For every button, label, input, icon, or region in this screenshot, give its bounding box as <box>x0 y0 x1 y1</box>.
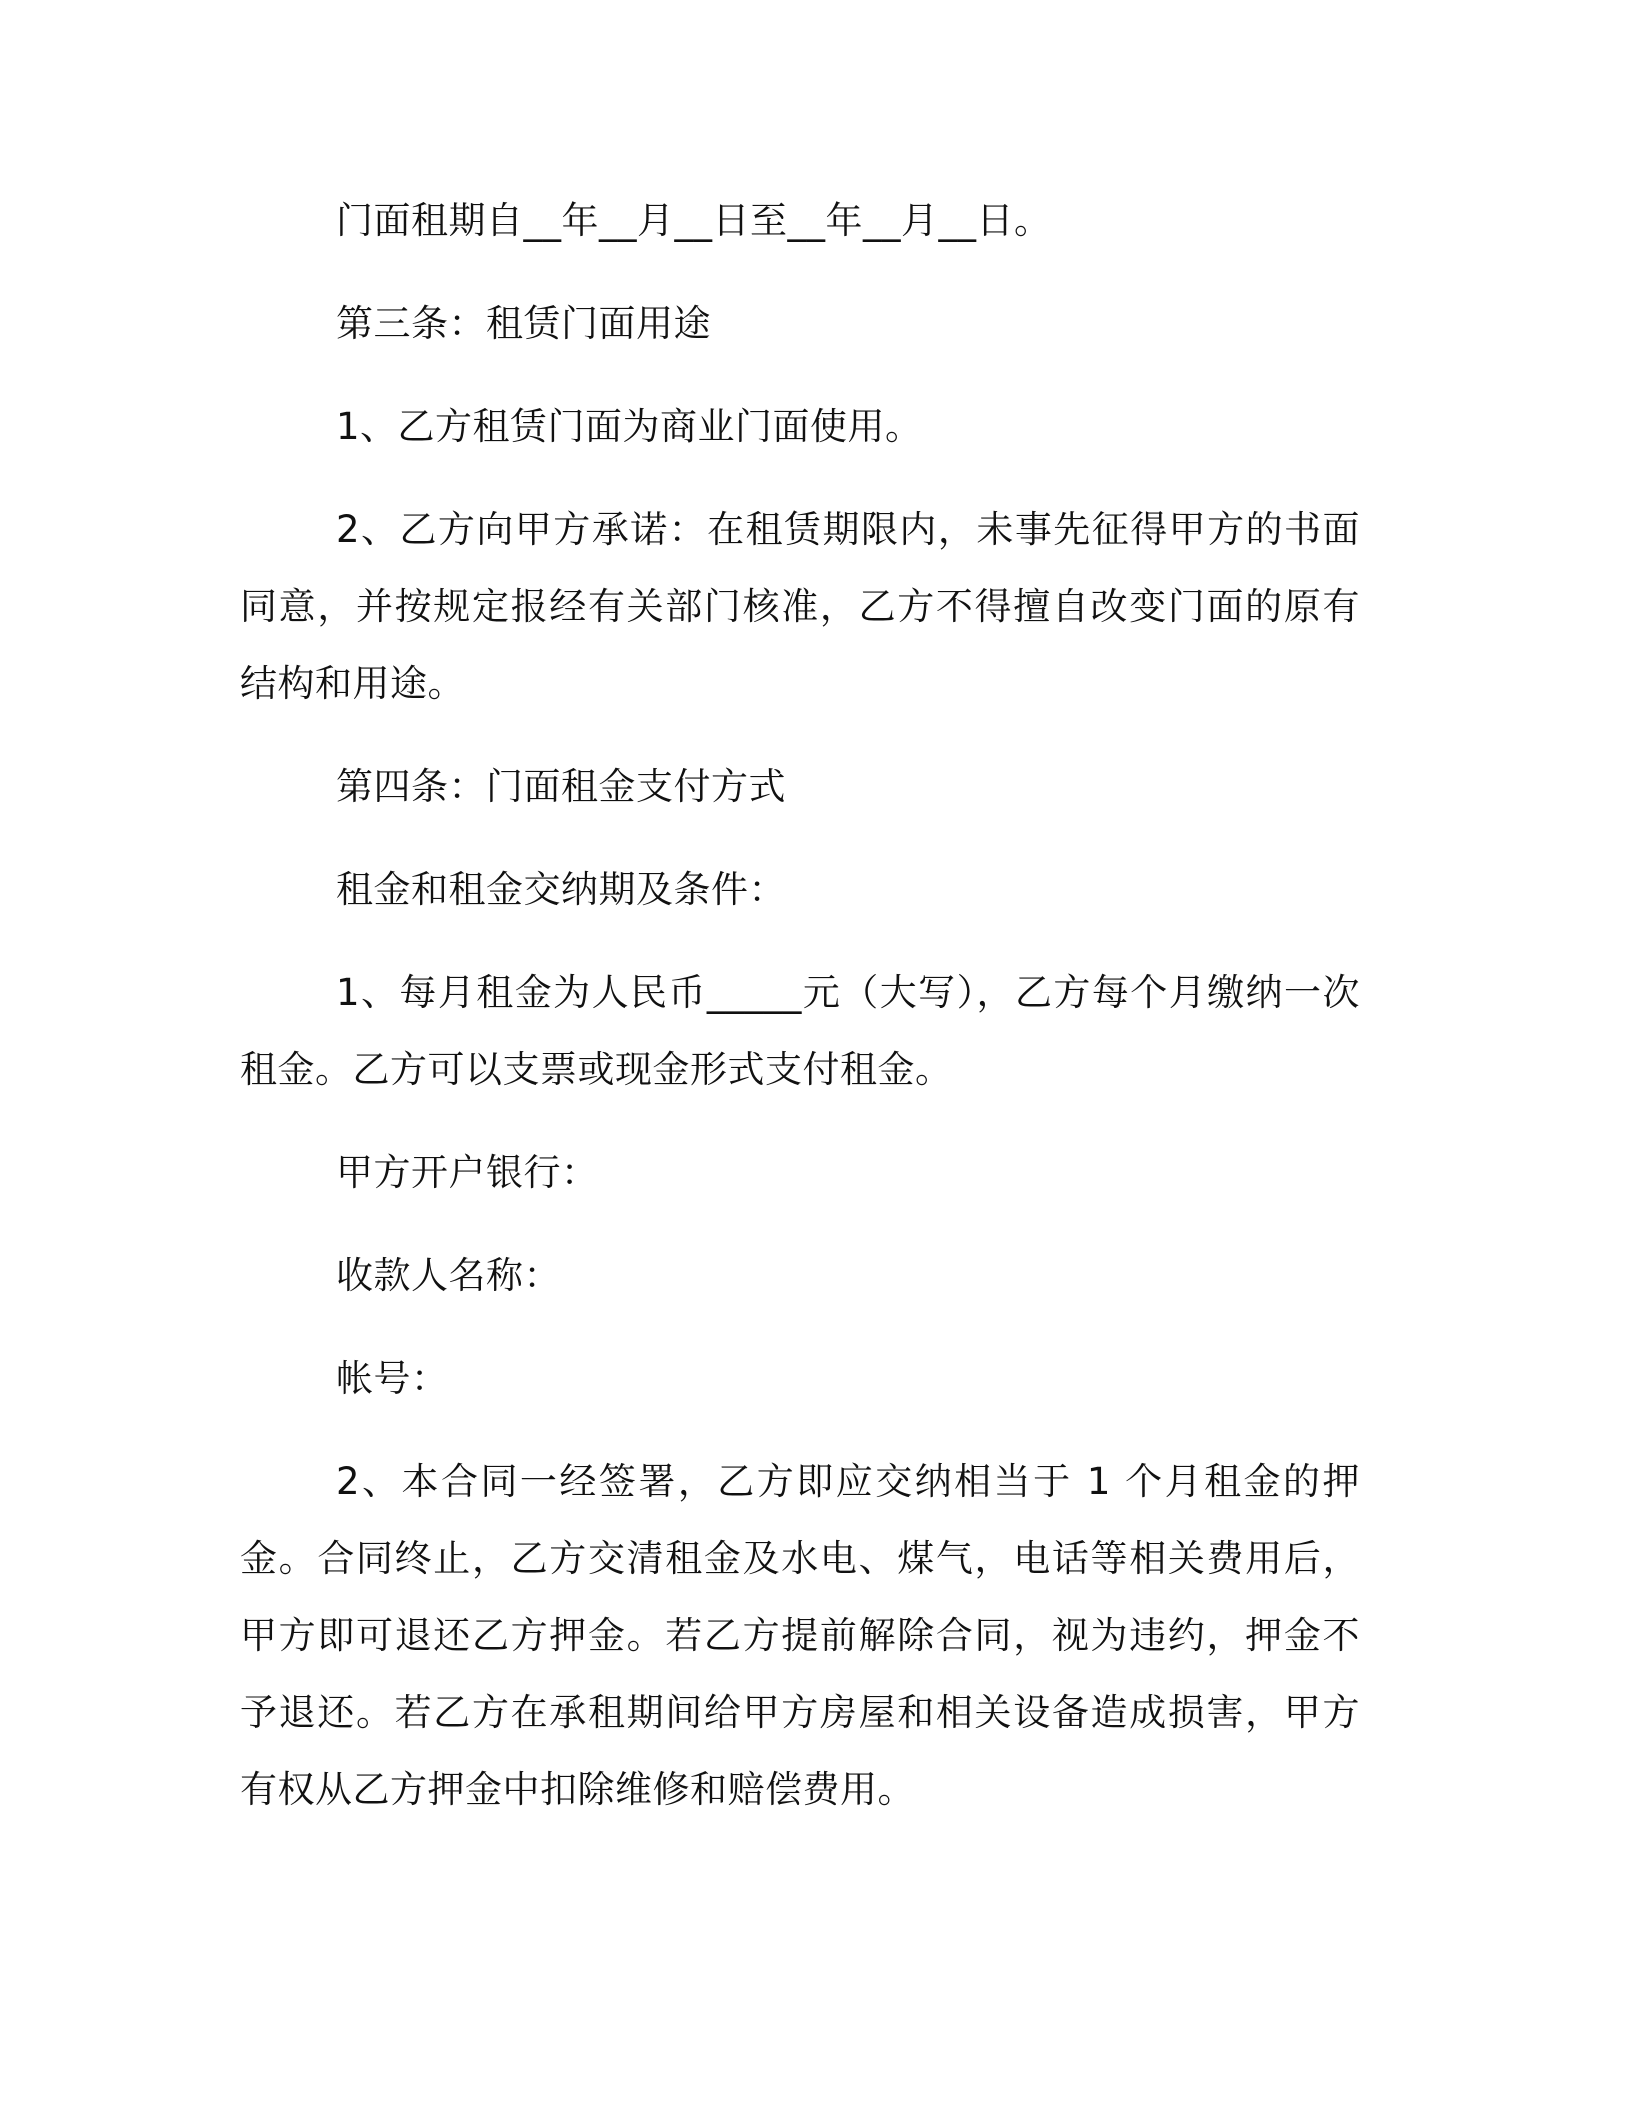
account-field: 帐号： <box>336 1357 449 1400</box>
payee-field: 收款人名称： <box>336 1254 561 1297</box>
article-3-heading: 第三条：租赁门面用途 <box>336 302 711 345</box>
bank-field: 甲方开户银行： <box>336 1151 599 1194</box>
article-3-clause-1: 1、乙方租赁门面为商业门面使用。 <box>336 405 923 448</box>
document-body <box>240 182 1360 1854</box>
article-4-heading: 第四条：门面租金支付方式 <box>336 765 786 808</box>
article-4-clause-2: 2、本合同一经签署，乙方即应交纳相当于 1 个月租金的押金。合同终止，乙方交清租金及水电、煤气，电话等相关费用后，甲方即可退还乙方押金。若乙方提前解除合同，视为违约，押金不予退还。若乙方在承租期间给甲方房屋和相关设备造成损害，甲方有权从乙方押金中扣除维修和赔偿费用。 <box>240 1460 1360 1811</box>
article-4-clause-1: 1、每月租金为人民币_____元（大写），乙方每个月缴纳一次租金。乙方可以支票或现金形式支付租金。 <box>240 971 1360 1091</box>
lease-term-line: 门面租期自__年__月__日至__年__月__日。 <box>336 199 1052 242</box>
article-3-clause-2: 2、乙方向甲方承诺：在租赁期限内，未事先征得甲方的书面同意，并按规定报经有关部门核准，乙方不得擅自改变门面的原有结构和用途。 <box>240 508 1360 705</box>
rent-terms-heading: 租金和租金交纳期及条件： <box>336 868 786 911</box>
